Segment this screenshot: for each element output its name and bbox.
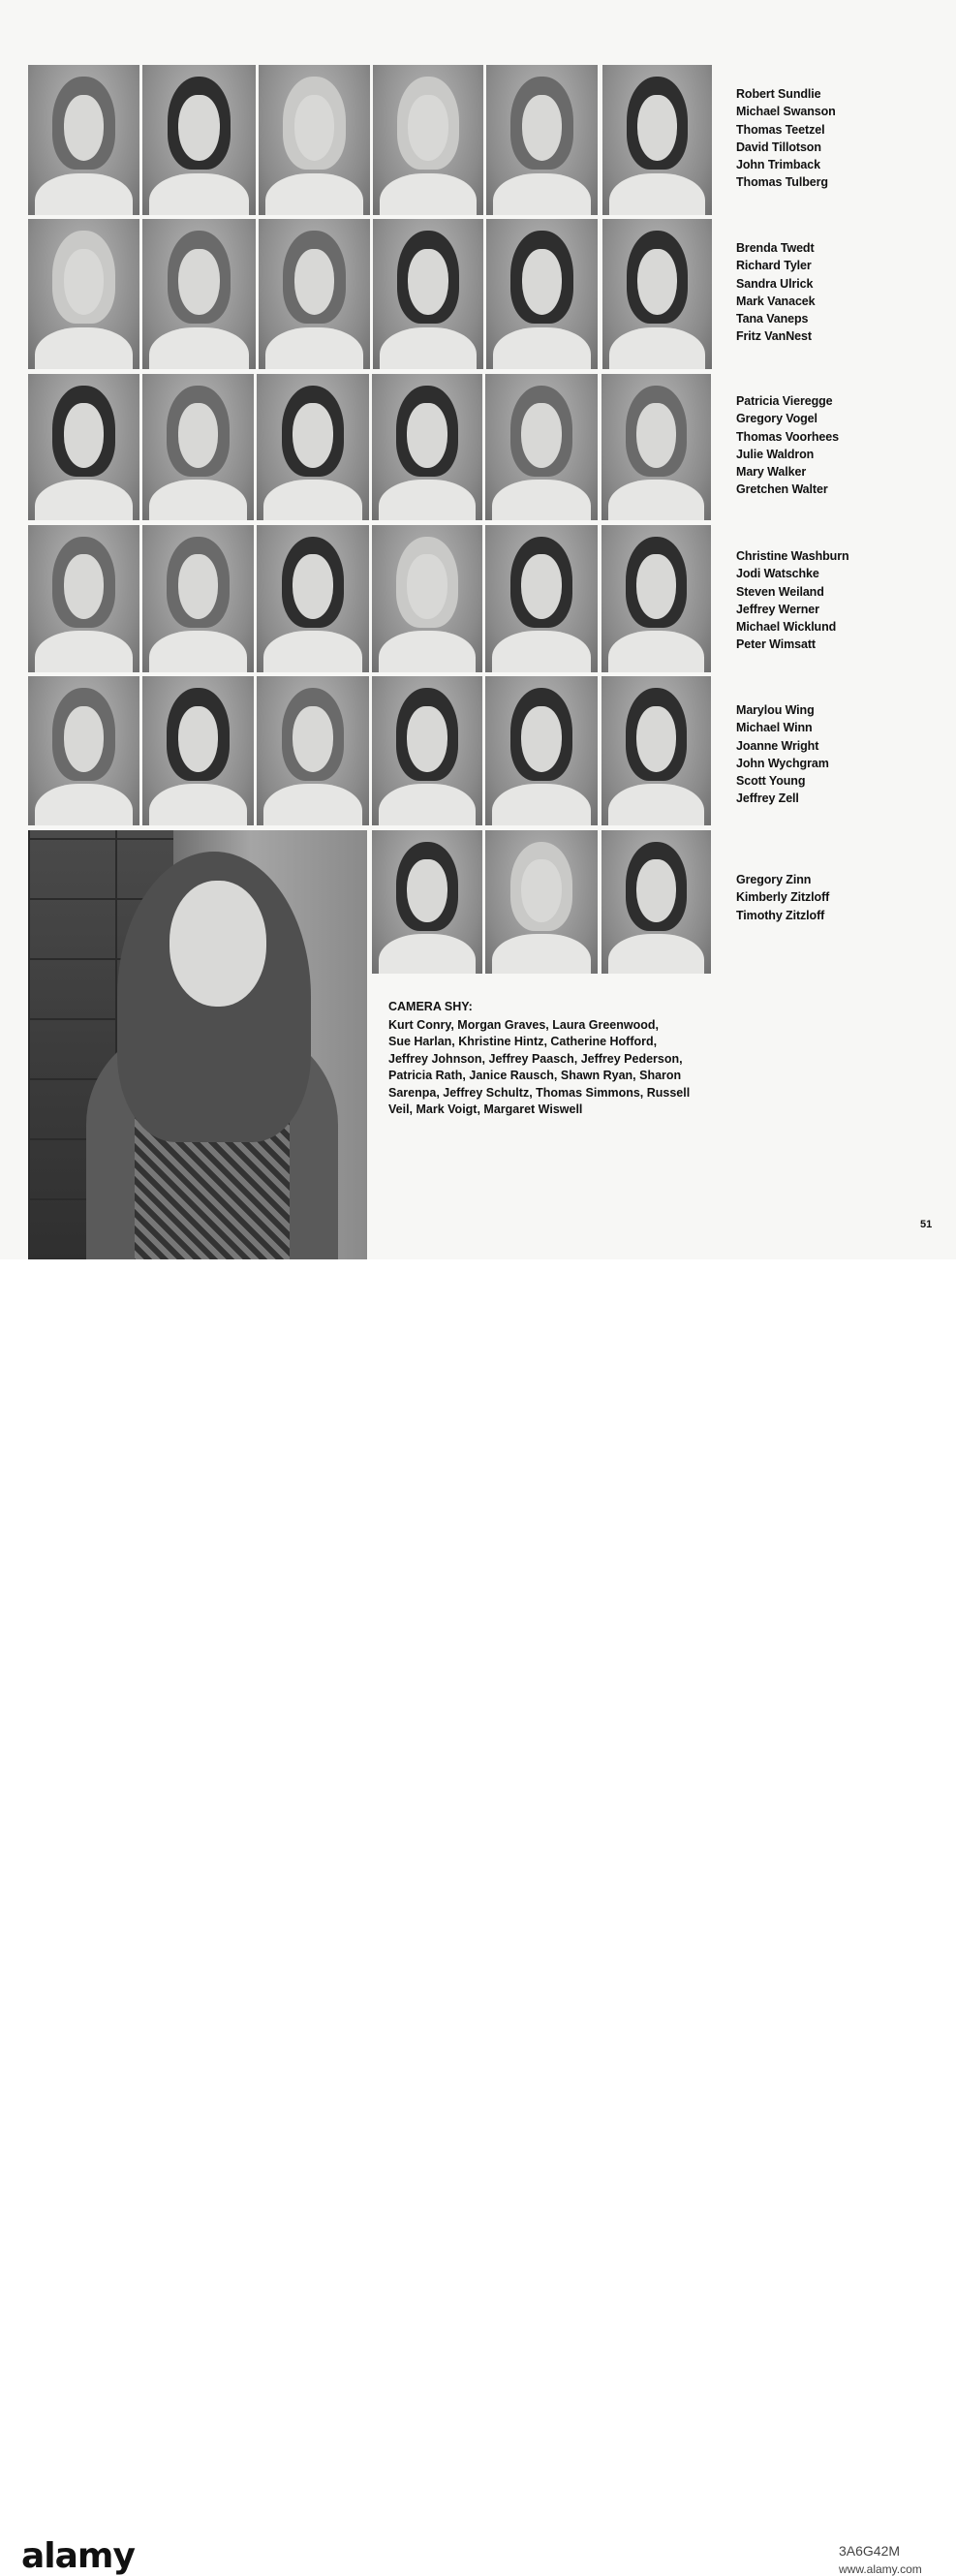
student-name: David Tillotson [736,140,821,154]
portrait-photo [257,676,369,825]
portrait-photo [602,65,712,215]
camera-shy-line: Patricia Rath, Janice Rausch, Shawn Ryan, Sharon [388,1069,682,1082]
portrait-photo [372,676,482,825]
student-name: Kimberly Zitzloff [736,890,830,905]
portrait-photo [601,374,711,520]
camera-shy-line: Kurt Conry, Morgan Graves, Laura Greenwood, [388,1017,659,1032]
portrait-photo [373,219,483,369]
student-name: Michael Wicklund [736,620,837,635]
student-name: Sandra Ulrick [736,276,814,291]
portrait-photo [28,676,139,825]
portrait-photo [373,65,483,215]
camera-shy-line: Sue Harlan, Khristine Hintz, Catherine Hofford, [388,1035,658,1048]
page-number: 51 [920,1219,933,1230]
portrait-photo [486,219,598,369]
student-name: Jeffrey Werner [736,602,819,616]
candid-photo [28,830,367,1260]
student-name: John Wychgram [736,756,829,770]
portrait-photo [485,525,598,672]
image-id: 3A6G42M [839,2543,901,2559]
student-name: Jodi Watschke [736,567,819,581]
name-list [736,85,836,192]
camera-shy-line: Sarenpa, Jeffrey Schultz, Thomas Simmons, Russell [388,1085,691,1100]
portrait-photo [485,830,598,974]
student-name: Gretchen Walter [736,482,828,497]
student-name: Robert Sundlie [736,87,821,101]
student-name: Thomas Teetzel [736,122,825,137]
student-name: Gregory Vogel [736,412,817,426]
student-name: Steven Weiland [736,584,824,599]
portrait-photo [142,374,254,520]
student-name: Timothy Zitzloff [736,908,825,922]
portrait-photo [257,374,369,520]
student-name: Jeffrey Zell [736,791,799,806]
portrait-photo [372,374,482,520]
portrait-photo [485,676,598,825]
portrait-photo [142,65,256,215]
name-list [736,871,829,924]
portrait-photo [28,219,139,369]
name-list [736,547,849,654]
portrait-photo [142,676,254,825]
portrait-photo [372,525,482,672]
student-name: Fritz VanNest [736,329,812,344]
camera-shy-block [388,999,723,1119]
name-list [736,392,839,499]
student-name: Patricia Vieregge [736,394,833,408]
student-name: Mark Vanacek [736,294,816,308]
portrait-photo [372,830,482,974]
portrait-photo [485,374,598,520]
portrait-photo [259,219,370,369]
student-name: Julie Waldron [736,447,815,461]
portrait-photo [257,525,369,672]
portrait-photo [28,374,139,520]
student-name: John Trimback [736,158,820,172]
student-name: Tana Vaneps [736,312,809,326]
portrait-photo [142,219,256,369]
portrait-photo [602,219,712,369]
camera-shy-title: CAMERA SHY: [388,1000,473,1013]
student-name: Richard Tyler [736,259,812,273]
portrait-photo [28,65,139,215]
portrait-photo [601,830,711,974]
portrait-photo [486,65,598,215]
alamy-logo: alamy [21,2536,135,2576]
yearbook-page [0,0,956,1259]
student-name: Joanne Wright [736,738,819,753]
camera-shy-line: Jeffrey Johnson, Jeffrey Paasch, Jeffrey Pederson, [388,1051,683,1066]
stock-footer [0,1259,956,2576]
student-name: Marylou Wing [736,703,815,717]
student-name: Christine Washburn [736,549,849,563]
student-name: Peter Wimsatt [736,637,816,652]
student-name: Gregory Zinn [736,873,812,886]
student-name: Mary Walker [736,465,807,480]
student-name: Thomas Voorhees [736,429,839,444]
name-list [736,701,829,808]
student-name: Scott Young [736,774,806,789]
portrait-photo [601,525,711,672]
student-name: Michael Swanson [736,105,836,119]
camera-shy-line: Veil, Mark Voigt, Margaret Wiswell [388,1102,583,1116]
portrait-photo [601,676,711,825]
student-name: Thomas Tulberg [736,175,828,190]
name-list [736,239,816,346]
student-name: Michael Winn [736,721,813,735]
portrait-photo [259,65,370,215]
portrait-photo [142,525,254,672]
stock-site: www.alamy.com [839,2562,922,2576]
portrait-photo [28,525,139,672]
student-name: Brenda Twedt [736,241,815,255]
